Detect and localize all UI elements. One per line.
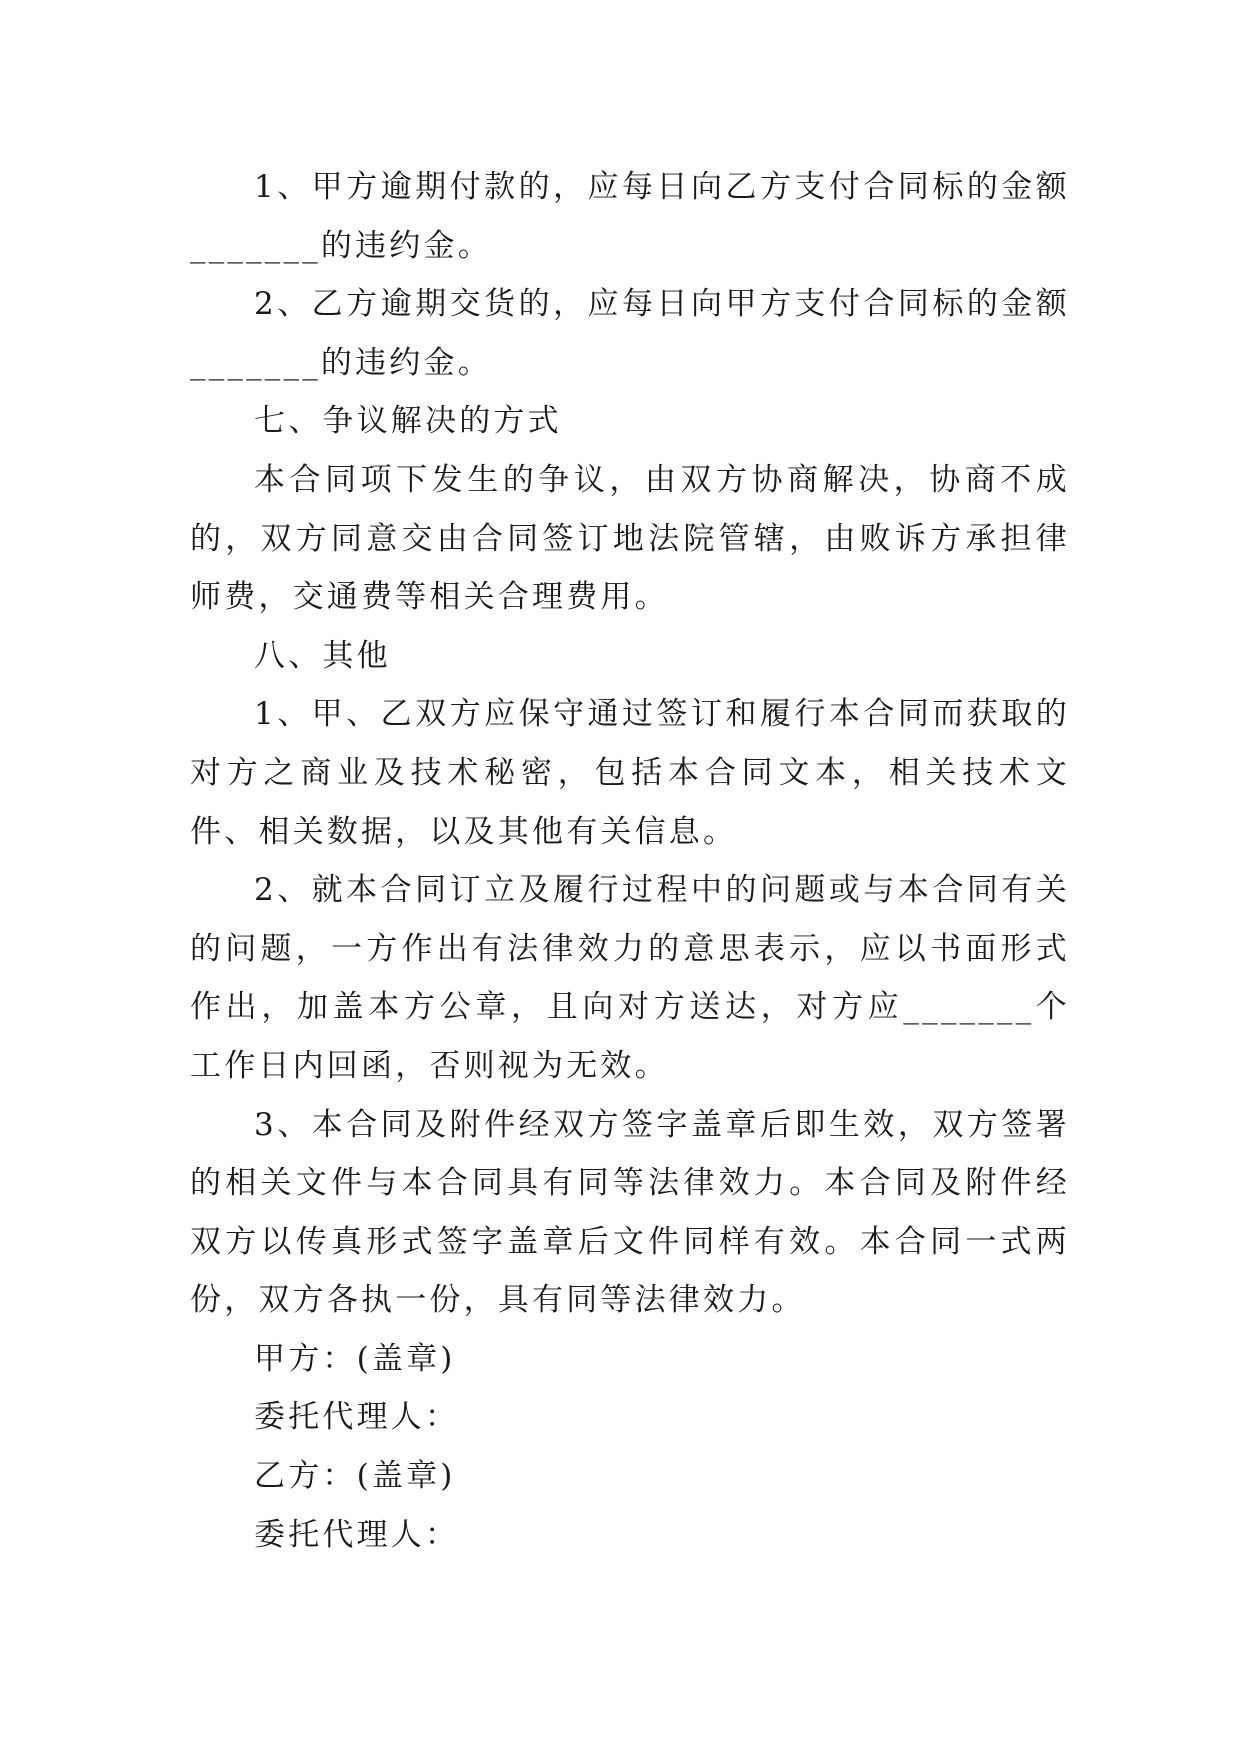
party-a-seal: 甲方：(盖章) <box>254 1340 456 1377</box>
signature-block <box>190 1330 1070 1564</box>
clause-late-delivery: 2、乙方逾期交货的，应每日向甲方支付合同标的金额_______的违约金。 <box>190 286 1070 381</box>
party-a-agent: 委托代理人： <box>254 1399 460 1436</box>
party-b-agent: 委托代理人： <box>254 1516 460 1553</box>
clause-written-notice: 2、就本合同订立及履行过程中的问题或与本合同有关的问题，一方作出有法律效力的意思表示，应以书面形式作出，加盖本方公章，且向对方送达，对方应_______个工作日内回函，否则视为无效。 <box>190 872 1070 1084</box>
clause-dispute-resolution: 本合同项下发生的争议，由双方协商解决，协商不成的，双方同意交由合同签订地法院管辖，由败诉方承担律师费，交通费等相关合理费用。 <box>190 461 1070 616</box>
section-heading-dispute: 七、争议解决的方式 <box>254 403 562 440</box>
clause-late-payment: 1、甲方逾期付款的，应每日向乙方支付合同标的金额_______的违约金。 <box>190 169 1070 264</box>
contract-page <box>190 158 1070 1564</box>
section-heading-other: 八、其他 <box>254 637 391 674</box>
party-b-seal: 乙方：(盖章) <box>254 1458 456 1495</box>
clause-confidentiality: 1、甲、乙双方应保守通过签订和履行本合同而获取的对方之商业及技术秘密，包括本合同文本，相关技术文件、相关数据，以及其他有关信息。 <box>190 696 1070 850</box>
clause-effectiveness: 3、本合同及附件经双方签字盖章后即生效，双方签署的相关文件与本合同具有同等法律效力。本合同及附件经双方以传真形式签字盖章后文件同样有效。本合同一式两份，双方各执一份，具有同等法律效力。 <box>190 1106 1070 1319</box>
